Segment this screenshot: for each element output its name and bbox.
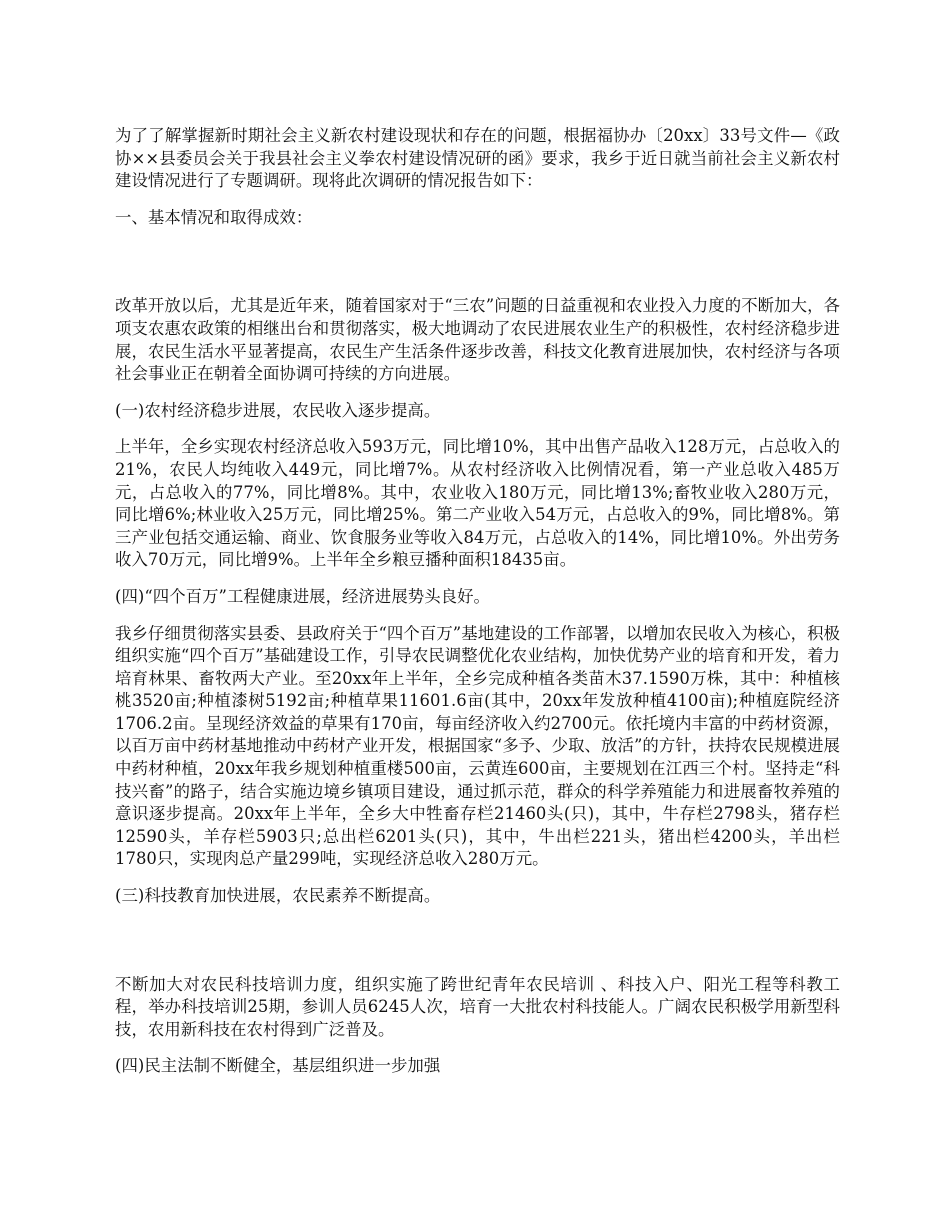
subheading-rural-economy: (一)农村经济稳步进展，农民收入逐步提高。 [115,400,441,420]
subheading-science-education: (三)科技教育加快进展，农民素养不断提高。 [115,886,441,906]
training-paragraph: 不断加大对农民科技培训力度，组织实施了跨世纪青年农民培训 、科技入户、阳光工程等科教工程，举办科技培训25期，参训人员6245人次，培育一大批农村科技能人。广阔农民积极学用新型科技，农用新科技在农村得到广泛普及。 [115,974,840,1039]
blank-spacer [115,922,840,974]
subheading-democracy-legal: (四)民主法制不断健全，基层组织进一步加强 [115,1056,441,1076]
projects-paragraph: 我乡仔细贯彻落实县委、县政府关于“四个百万”基地建设的工作部署，以增加农民收入为核心，积极组织实施“四个百万”基础建设工作，引导农民调整优化农业结构，加快优势产业的培育和开发，着力培育林果、畜牧两大产业。至20xx年上半年，全乡完成种植各类苗木37.1590万株，其中：种植核桃3520亩;种植漆树5192亩;种植草果11601.6亩(其中，20xx年发放种植4100亩);种植庭院经济1706.2亩。呈现经济效益的草果有170亩，每亩经济收入约2700元。依托境内丰富的中药材资源，以百万亩中药材基地推动中药材产业开发，根据国家“多予、少取、放活”的方针，扶持农民规模进展中药材种植，20xx年我乡规划种植重楼500亩，云黄连600亩，主要规划在江西三个村。坚持走“科技兴畜”的路子，结合实施边境乡镇项目建设，通过抓示范，群众的科学养殖能力和进展畜牧养殖的意识逐步提高。20xx年上半年，全乡大中牲畜存栏21460头(只)，其中，牛存栏2798头，猪存栏12590头，羊存栏5903只;总出栏6201头(只)，其中，牛出栏221头，猪出栏4200头，羊出栏1780只，实现肉总产量299吨，实现经济总收入280万元。 [115,623,840,869]
blank-spacer [115,243,840,295]
section-heading-basic-situation: 一、基本情况和取得成效： [115,207,313,227]
economy-paragraph: 上半年，全乡实现农村经济总收入593万元，同比增10%，其中出售产品收入128万元，占总收入的21%，农民人均纯收入449元，同比增7%。从农村经济收入比例情况看，第一产业总收入485万元，占总收入的77%，同比增8%。其中，农业收入180万元，同比增13%;畜牧业收入280万元，同比增6%;林业收入25万元，同比增25%。第二产业收入54万元，占总收入的9%，同比增8%。第三产业包括交通运输、商业、饮食服务业等收入84万元，占总收入的14%，同比增10%。外出劳务收入70万元，同比增9%。上半年全乡粮豆播种面积18435亩。 [115,437,840,570]
subheading-four-million-projects: (四)“四个百万”工程健康进展，经济进展势头良好。 [115,586,490,606]
intro-paragraph: 为了了解掌握新时期社会主义新农村建设现状和存在的问题，根据福协办〔20xx〕33号文件—《政协××县委员会关于我县社会主义拳农村建设情况研的函》要求，我乡于近日就当前社会主义新农村建设情况进行了专题调研。现将此次调研的情况报告如下： [115,126,840,191]
document-page [115,125,840,1092]
overview-paragraph: 改革开放以后，尤其是近年来，随着国家对于“三农”问题的日益重视和农业投入力度的不断加大，各项支农惠农政策的相继出台和贯彻落实，极大地调动了农民进展农业生产的积极性，农村经济稳步进展，农民生活水平显著提高，农民生产生活条件逐步改善，科技文化教育进展加快，农村经济与各项社会事业正在朝着全面协调可持续的方向进展。 [115,296,840,384]
